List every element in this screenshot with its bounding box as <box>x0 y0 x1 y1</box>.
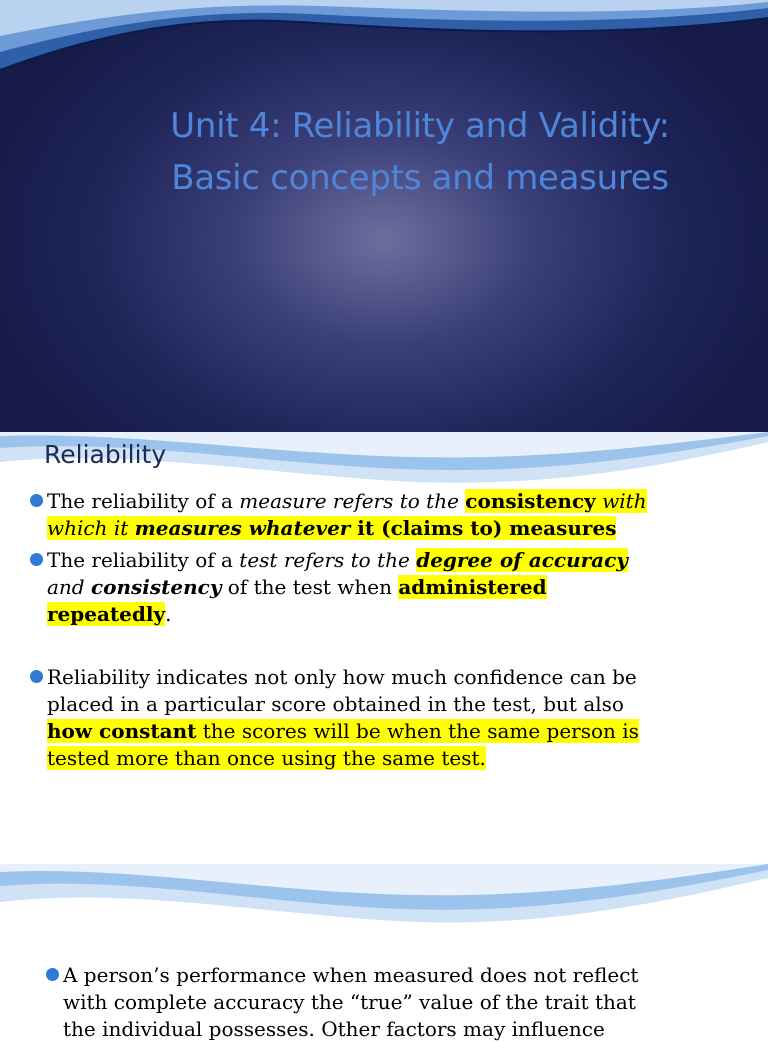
bullet-item <box>30 547 740 628</box>
highlighted-text: how constant <box>47 719 197 743</box>
highlighted-text: with <box>595 489 647 513</box>
highlighted-text: tested more than once using the same test. <box>47 746 486 770</box>
bullet-item <box>30 488 740 542</box>
reliability-slide <box>0 432 768 864</box>
highlighted-text: administered <box>398 575 547 599</box>
slide-heading: Reliability <box>44 440 167 469</box>
text-run: . <box>165 602 172 626</box>
title-slide <box>0 0 768 432</box>
text-run: with complete accuracy the “true” value of the trait that <box>63 990 636 1014</box>
highlighted-text: degree of accuracy <box>416 548 628 572</box>
text-run: measure refers to the <box>239 489 466 513</box>
text-run: of the test when <box>221 575 399 599</box>
text-run: The reliability of a <box>47 489 240 513</box>
bullet-dot-icon <box>30 494 43 507</box>
text-run: and <box>47 575 91 599</box>
slide-title-line1: Unit 4: Reliability and Validity: <box>170 106 670 146</box>
continuation-slide <box>0 864 768 1041</box>
bullet-dot-icon <box>30 553 43 566</box>
decorative-wave <box>0 864 768 936</box>
slide-title <box>120 100 720 204</box>
highlighted-text: consistency <box>465 489 596 513</box>
bullet-item <box>46 962 756 1043</box>
highlighted-text: it (claims to) measures <box>350 516 617 540</box>
bullet-dot-icon <box>46 968 59 981</box>
highlighted-text: which it <box>47 516 135 540</box>
bullet-dot-icon <box>30 670 43 683</box>
text-run: the individual possesses. Other factors may influence <box>63 1017 605 1041</box>
text-run: Reliability indicates not only how much confidence can be <box>47 665 637 689</box>
bullet-item <box>30 664 740 772</box>
highlighted-text: repeatedly <box>47 602 166 626</box>
text-run: placed in a particular score obtained in the test, but also <box>47 692 624 716</box>
text-run: The reliability of a <box>47 548 240 572</box>
text-run: test refers to the <box>239 548 417 572</box>
decorative-wave <box>0 0 768 80</box>
highlighted-text: the scores will be when the same person is <box>196 719 639 743</box>
highlighted-text: measures whatever <box>134 516 351 540</box>
slide-title-line2: Basic concepts and measures <box>171 158 669 198</box>
text-run: A person’s performance when measured does not reflect <box>63 963 639 987</box>
text-run: consistency <box>90 575 222 599</box>
